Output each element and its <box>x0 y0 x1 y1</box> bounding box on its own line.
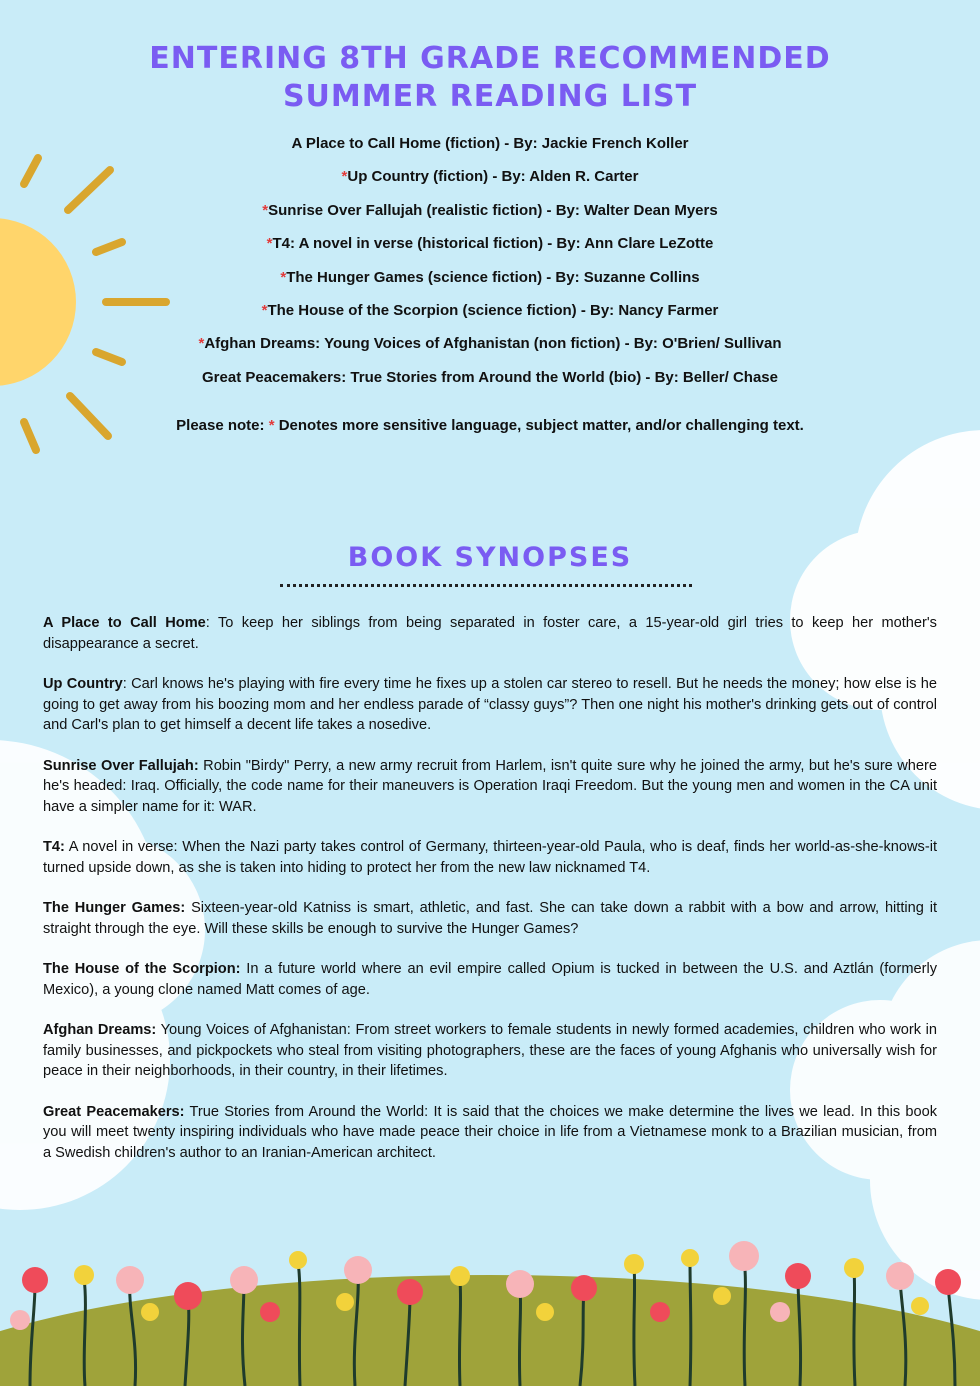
synopses-list <box>43 613 937 1183</box>
synopsis-text: Robin "Birdy" Perry, a new army recruit from Harlem, isn't quite sure why he joined the army, but he's sure where he's headed: Iraq. Officially, the code name for their maneuvers is Operation Iraqi Freedom. But the young men and women in the CA unit have a simpler name for it: WAR. <box>43 757 937 815</box>
synopsis-paragraph <box>43 1102 937 1164</box>
sensitive-star: * <box>280 268 287 286</box>
synopsis-separator: : <box>122 676 132 692</box>
page-title <box>0 40 980 116</box>
book-entry: Up Country (fiction) - By: Alden R. Carter <box>347 168 639 186</box>
synopsis-text: True Stories from Around the World: It is said that the choices we make determine the lives we lead. In this book you will meet twenty inspiring individuals who have made peace their choice in life from a Vietnamese monk to a Brazilian musician, from a Swedish children's author to an Iranian-American architect. <box>43 1103 938 1161</box>
synopsis-paragraph <box>43 674 937 736</box>
synopsis-title: Up Country <box>43 676 123 692</box>
book-entry: Afghan Dreams: Young Voices of Afghanistan (non fiction) - By: O'Brien/ Sullivan <box>204 335 782 353</box>
page-title-line-2: SUMMER READING LIST <box>282 79 698 114</box>
sensitive-star: * <box>261 301 268 319</box>
note-label: Please note: <box>176 417 269 434</box>
sensitive-star: * <box>198 335 205 353</box>
note-star: * <box>268 417 275 434</box>
book-entry: The Hunger Games (science fiction) - By: Suzanne Collins <box>286 268 700 286</box>
synopsis-text: To keep her siblings from being separated in foster care, a 15-year-old girl tries to keep her mother's disappearance a secret. <box>43 615 937 652</box>
list-item <box>120 167 860 200</box>
synopsis-separator: : <box>205 615 218 631</box>
synopsis-paragraph <box>43 613 937 654</box>
note-text: Denotes more sensitive language, subject matter, and/or challenging text. <box>274 417 804 434</box>
synopsis-title: A Place to Call Home <box>43 615 206 631</box>
synopses-heading: BOOK SYNOPSES <box>347 542 633 573</box>
reading-list <box>120 134 860 401</box>
sensitive-star: * <box>262 201 269 219</box>
list-item <box>120 334 860 367</box>
list-item <box>120 134 860 167</box>
synopsis-paragraph <box>43 1020 937 1082</box>
list-item <box>120 368 860 401</box>
synopsis-title: The House of the Scorpion: <box>43 961 241 977</box>
page-title-line-1: ENTERING 8TH GRADE RECOMMENDED <box>149 41 831 76</box>
book-entry: The House of the Scorpion (science fiction) - By: Nancy Farmer <box>267 301 719 319</box>
synopsis-text: Sixteen-year-old Katniss is smart, athletic, and fast. She can take down a rabbit with a bow and arrow, hitting it straight through the eye. Will these skills be enough to survive the Hunger Games? <box>43 900 938 937</box>
synopsis-title: Sunrise Over Fallujah: <box>43 757 199 774</box>
synopsis-text: Carl knows he's playing with fire every time he fixes up a stolen car stereo to resell. But he needs the money; how else is he going to get away from his boozing mom and her endless parade of “classy guys”? Then one night his mother's drinking gets out of control and Carl's plan to get himself a decent life takes a nosedive. <box>43 676 938 733</box>
synopsis-paragraph <box>43 898 937 939</box>
dotted-divider <box>280 584 692 587</box>
sensitive-star: * <box>266 235 273 253</box>
synopsis-text: In a future world where an evil empire called Opium is tucked in between the U.S. and Aztlán (formerly Mexico), a young clone named Matt comes of age. <box>43 961 937 998</box>
list-item <box>120 268 860 301</box>
synopsis-title: The Hunger Games: <box>43 900 186 916</box>
synopsis-title: Afghan Dreams: <box>43 1022 157 1038</box>
synopsis-paragraph <box>43 959 937 1000</box>
book-entry: T4: A novel in verse (historical fiction) - By: Ann Clare LeZotte <box>272 235 714 253</box>
book-entry: Great Peacemakers: True Stories from Around the World (bio) - By: Beller/ Chase <box>202 368 778 386</box>
book-entry: Sunrise Over Fallujah (realistic fiction) - By: Walter Dean Myers <box>268 201 718 219</box>
sensitive-star: * <box>341 168 348 186</box>
sensitivity-note <box>100 416 880 436</box>
synopsis-text: A novel in verse: When the Nazi party takes control of Germany, thirteen-year-old Paula, who is deaf, finds her world-as-she-knows-it turned upside down, as she is taken into hiding to protect her from the new law nicknamed T4. <box>43 839 938 876</box>
list-item <box>120 201 860 234</box>
grass-hill-icon <box>0 1275 980 1386</box>
synopsis-title: Great Peacemakers: <box>43 1103 185 1120</box>
synopsis-title: T4: <box>43 839 65 855</box>
list-item <box>120 234 860 267</box>
synopsis-paragraph <box>43 837 937 878</box>
book-entry: A Place to Call Home (fiction) - By: Jackie French Koller <box>291 135 689 152</box>
synopsis-paragraph <box>43 756 937 818</box>
synopsis-text: Young Voices of Afghanistan: From street workers to female students in newly formed academies, children who work in family businesses, and pickpockets who steal from visiting photographers, these are the faces of young Afghanis who universally wish for peace in their neighborhoods, in their country, in their lifetimes. <box>43 1022 938 1079</box>
list-item <box>120 301 860 334</box>
